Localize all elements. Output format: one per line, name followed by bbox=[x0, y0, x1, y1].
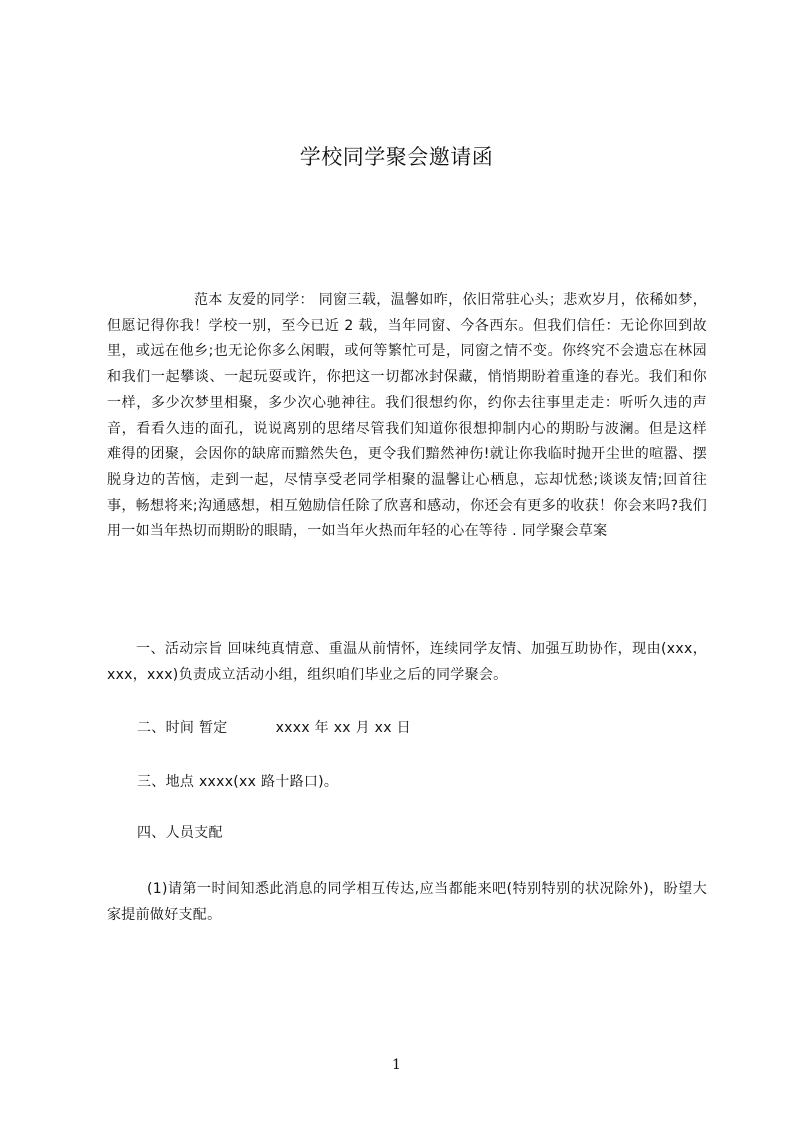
section-time bbox=[137, 715, 411, 741]
document-title: 学校同学聚会邀请函 bbox=[299, 145, 494, 169]
section-staff-arrangement: 四、人员支配 bbox=[137, 825, 223, 841]
section-time-value: xxxx 年 xx 月 xx 日 bbox=[275, 720, 411, 736]
section-activity-purpose: 一、活动宗旨 回味纯真情意、重温从前情怀，连续同学友情、加强互助协作，现由(xxx，xxx，xxx)负责成立活动小组，组织咱们毕业之后的同学聚会。 bbox=[107, 641, 707, 683]
page-number: 1 bbox=[392, 1057, 401, 1073]
invitation-body-paragraph: 范本 友爱的同学： 同窗三载，温馨如昨，依旧常驻心头；悲欢岁月，依稀如梦，但愿记得你我！学校一别，至今已近 2 载，当年同窗、今各西东。但我们信任：无论你回到故里，或远在他乡;也无论你多么闲暇，或何等繁忙可是，同窗之情不变。你终究不会遗忘在林园和我们一起攀谈、一起玩耍或许，你把这一切都冰封保藏，悄悄期盼着重逢的春光。我们和你一样，多少次梦里相聚，多少次心驰神往。我们很想约你，约你去往事里走走：听听久违的声音，看看久违的面孔，说说离别的思绪尽管我们知道你很想抑制内心的期盼与波澜。但是这样难得的团聚，会因你的缺席而黯然失色，更令我们黯然神伤!就让你我临时抛开尘世的喧嚣、摆脱身边的苦恼，走到一起，尽情享受老同学相聚的温馨让心栖息，忘却忧愁;谈谈友情;回首往事，畅想将来;沟通感想，相互勉励信任除了欣喜和感动，你还会有更多的收获！你会来吗?我们用一如当年热切而期盼的眼睛，一如当年火热而年轻的心在等待 . 同学聚会草案 bbox=[107, 292, 707, 540]
section-place: 三、地点 xxxx(xx 路十路口)。 bbox=[137, 774, 339, 790]
section-time-label: 二、时间 暂定 bbox=[137, 720, 228, 736]
staff-arrangement-item-1: (1)请第一时间知悉此消息的同学相互传达,应当都能来吧(特别特别的状况除外)，盼望大家提前做好支配。 bbox=[107, 881, 707, 923]
